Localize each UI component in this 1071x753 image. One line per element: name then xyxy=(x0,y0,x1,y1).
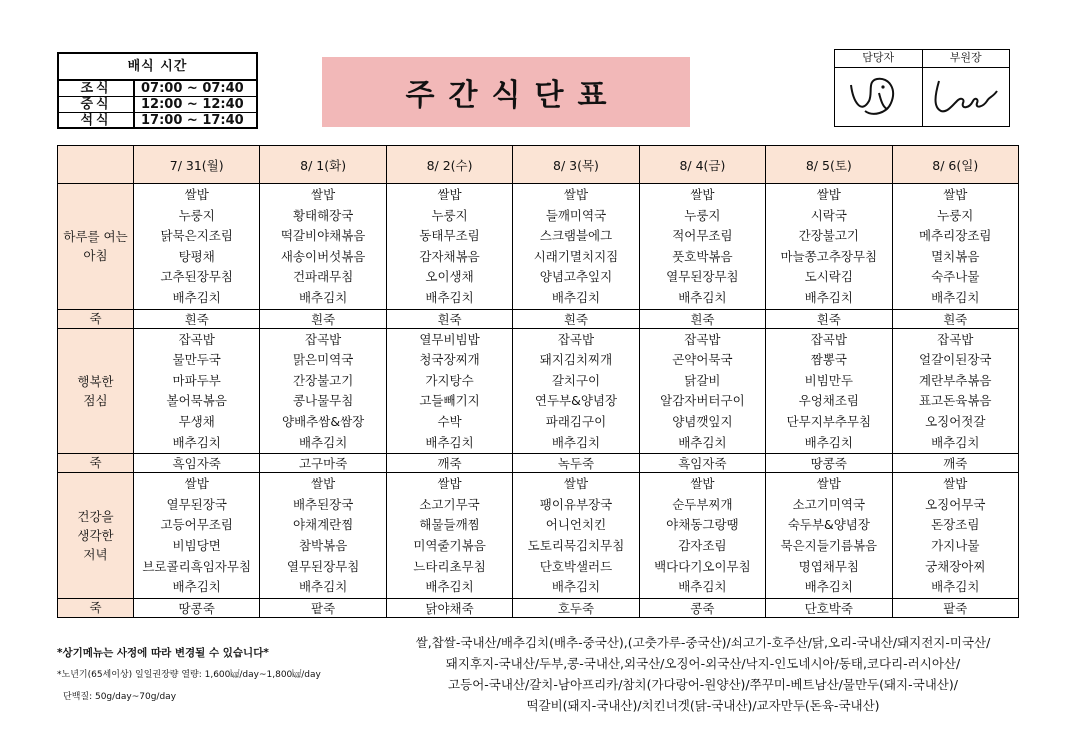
menu-item: 순두부찌개 xyxy=(672,496,733,512)
breakfast-menu-cell xyxy=(386,184,512,310)
juk-label: 죽 xyxy=(58,598,134,617)
meal-time-box xyxy=(57,52,258,129)
menu-item: 간장불고기 xyxy=(798,228,860,244)
dinner-menu-cell xyxy=(513,473,639,599)
menu-item: 누룽지 xyxy=(178,207,215,223)
menu-item: 콩나물무침 xyxy=(292,393,354,409)
menu-item: 숙두부&양념장 xyxy=(787,517,870,533)
juk-cell: 녹두죽 xyxy=(513,454,639,473)
menu-item: 고추된장무침 xyxy=(160,269,233,285)
meal-time-value: 07:00 ~ 07:40 xyxy=(141,81,244,96)
day-header: 8/ 4(금) xyxy=(639,146,765,184)
menu-item: 가지나물 xyxy=(931,537,980,553)
change-notice: *상기메뉴는 사정에 따라 변경될 수 있습니다* xyxy=(57,647,269,659)
header-corner xyxy=(58,146,134,184)
lunch-menu-cell xyxy=(766,328,892,454)
menu-item: 멸치볶음 xyxy=(931,248,980,264)
meal-time-value: 12:00 ~ 12:40 xyxy=(141,97,244,112)
menu-item: 배추김치 xyxy=(298,289,348,305)
menu-item: 건파래무침 xyxy=(292,269,354,285)
breakfast-menu-cell xyxy=(639,184,765,310)
lunch-row xyxy=(58,328,1019,454)
lunch-menu-cell xyxy=(639,328,765,454)
juk-cell: 흰죽 xyxy=(386,309,512,328)
menu-item: 표고돈육볶음 xyxy=(919,393,992,409)
menu-item: 풋호박볶음 xyxy=(672,248,733,264)
origin-info xyxy=(378,632,1028,716)
menu-item: 비빔만두 xyxy=(804,372,853,388)
menu-item: 오징어젓갈 xyxy=(925,413,986,429)
menu-item: 누룽지 xyxy=(684,207,721,223)
menu-item: 잡곡밥 xyxy=(937,331,974,347)
menu-item: 동태무조림 xyxy=(419,228,480,244)
origin-line: 고등어-국내산/갈치-남아프리카/참치(가다랑어-원양산)/쭈꾸미-베트남산/물만두(돼지-국내산)/ xyxy=(448,677,958,692)
menu-item: 배추김치 xyxy=(804,289,853,305)
menu-item: 닭묵은지조림 xyxy=(160,228,233,244)
menu-item: 잡곡밥 xyxy=(684,331,721,347)
menu-item: 쌀밥 xyxy=(816,476,841,492)
menu-item: 메추리장조림 xyxy=(919,228,992,244)
menu-item: 탕평채 xyxy=(178,248,215,264)
menu-item: 배추김치 xyxy=(172,434,221,450)
juk-label: 죽 xyxy=(58,309,134,328)
menu-item: 무생채 xyxy=(178,413,215,429)
dinner-row xyxy=(58,473,1019,599)
menu-item: 배추김치 xyxy=(551,579,601,595)
menu-item: 마늘쫑고추장무침 xyxy=(780,248,878,264)
juk-cell: 단호박죽 xyxy=(766,598,892,617)
menu-item: 배추김치 xyxy=(804,579,853,595)
menu-item: 배추김치 xyxy=(172,289,221,305)
dinner-menu-cell xyxy=(766,473,892,599)
menu-item: 수박 xyxy=(437,413,462,429)
menu-item: 숙주나물 xyxy=(931,269,980,285)
menu-item: 얼갈이된장국 xyxy=(919,352,992,368)
menu-item: 스크램블에그 xyxy=(539,228,613,244)
dinner-menu-cell xyxy=(134,473,260,599)
menu-item: 쌀밥 xyxy=(943,187,968,202)
menu-item: 배추김치 xyxy=(425,289,474,305)
menu-item: 소고기미역국 xyxy=(792,496,866,512)
juk-cell: 호두죽 xyxy=(513,598,639,617)
meal-time-title: 배식 시간 xyxy=(59,54,256,81)
approval-col-manager xyxy=(835,50,922,126)
menu-item: 쌀밥 xyxy=(311,476,336,492)
menu-item: 배추김치 xyxy=(551,434,601,450)
juk-cell: 흰죽 xyxy=(639,309,765,328)
day-header: 7/ 31(월) xyxy=(134,146,260,184)
menu-item: 마파두부 xyxy=(172,372,221,388)
meal-time-value: 17:00 ~ 17:40 xyxy=(141,113,244,128)
menu-item: 황태해장국 xyxy=(292,207,354,223)
juk-cell: 흑임자죽 xyxy=(639,454,765,473)
menu-item: 어니언치킨 xyxy=(545,517,607,533)
menu-item: 배추된장국 xyxy=(292,496,354,512)
approval-head-vice-director: 부원장 xyxy=(923,50,1010,68)
approval-head-manager: 담당자 xyxy=(835,50,922,68)
approval-col-vice-director xyxy=(922,50,1010,126)
menu-item: 시락국 xyxy=(810,207,847,223)
menu-item: 배추김치 xyxy=(298,579,348,595)
menu-item: 쌀밥 xyxy=(563,187,589,202)
menu-item: 단호박샐러드 xyxy=(539,558,613,574)
origin-line: 떡갈비(돼지-국내산)/치킨너겟(닭-국내산)/교자만두(돈육-국내산) xyxy=(526,698,880,713)
day-header: 8/ 2(수) xyxy=(386,146,512,184)
menu-item: 배추김치 xyxy=(678,289,727,305)
protein-note: 단백질: 50g/day~70g/day xyxy=(63,692,177,702)
menu-item: 열무된장국 xyxy=(166,496,227,512)
origin-line: 돼지후지-국내산/두부,콩-국내산,외국산/오징어-외국산/낙지-인도네시아/동태,코다리-러시아산/ xyxy=(445,656,961,671)
menu-item: 양념고추잎지 xyxy=(539,269,613,285)
menu-item: 쌀밥 xyxy=(184,187,209,202)
menu-item: 떡갈비야채볶음 xyxy=(280,228,366,244)
page-title: 주간식단표 xyxy=(405,78,621,113)
juk-cell: 흰죽 xyxy=(892,309,1018,328)
menu-item: 파래김구이 xyxy=(545,413,607,429)
breakfast-menu-cell xyxy=(260,184,386,310)
menu-item: 배추김치 xyxy=(678,579,727,595)
menu-item: 쌀밥 xyxy=(816,187,841,202)
dinner-label: 건강을 생각한 저녁 xyxy=(58,473,134,599)
menu-item: 쌀밥 xyxy=(563,476,589,492)
menu-item: 고등어무조림 xyxy=(160,517,233,533)
day-header: 8/ 3(목) xyxy=(513,146,639,184)
signature-vice-director-icon xyxy=(923,68,1010,126)
menu-item: 적어무조림 xyxy=(672,228,733,244)
breakfast-menu-cell xyxy=(766,184,892,310)
meal-time-row xyxy=(59,97,256,113)
breakfast-menu-cell xyxy=(513,184,639,310)
lunch-juk-row xyxy=(58,454,1019,473)
approval-box xyxy=(834,49,1010,127)
origin-line: 쌀,찹쌀-국내산/배추김치(배추-중국산),(고춧가루-중국산)/쇠고기-호주산/닭,오리-국내산/돼지전지-미국산/ xyxy=(415,635,991,650)
breakfast-label: 하루를 여는 아침 xyxy=(58,184,134,310)
menu-item: 배추김치 xyxy=(931,289,980,305)
weekly-menu-table xyxy=(57,145,1019,618)
juk-cell: 땅콩죽 xyxy=(134,598,260,617)
breakfast-juk-row xyxy=(58,309,1019,328)
menu-item: 야채동그랑땡 xyxy=(666,517,739,533)
meal-time-row xyxy=(59,113,256,129)
juk-cell: 흑임자죽 xyxy=(134,454,260,473)
menu-item: 도토리묵김치무침 xyxy=(527,537,625,553)
page-title-banner xyxy=(322,57,690,127)
menu-item: 소고기무국 xyxy=(419,496,480,512)
days-header-row xyxy=(58,146,1019,184)
menu-item: 알감자버터구이 xyxy=(660,393,745,409)
menu-item: 백다다기오이무침 xyxy=(654,558,751,574)
menu-item: 짬뽕국 xyxy=(810,352,847,368)
menu-item: 야채계란찜 xyxy=(292,517,354,533)
menu-item: 배추김치 xyxy=(931,434,980,450)
menu-item: 열무된장무침 xyxy=(286,558,360,574)
menu-item: 열무된장무침 xyxy=(666,269,739,285)
menu-item: 돈장조림 xyxy=(931,517,980,533)
menu-item: 맑은미역국 xyxy=(292,352,354,368)
juk-label: 죽 xyxy=(58,454,134,473)
menu-item: 브로콜리흑임자무침 xyxy=(142,558,252,574)
menu-item: 갈치구이 xyxy=(551,372,601,388)
menu-item: 도시락김 xyxy=(804,269,853,285)
menu-item: 물만두국 xyxy=(172,352,221,368)
menu-item: 해물들깨찜 xyxy=(419,517,480,533)
meal-time-row xyxy=(59,81,256,97)
dinner-menu-cell xyxy=(386,473,512,599)
breakfast-menu-cell xyxy=(134,184,260,310)
juk-cell: 흰죽 xyxy=(134,309,260,328)
menu-item: 쌀밥 xyxy=(437,187,462,202)
juk-cell: 흰죽 xyxy=(260,309,386,328)
day-header: 8/ 6(일) xyxy=(892,146,1018,184)
juk-cell: 흰죽 xyxy=(513,309,639,328)
juk-cell: 팥죽 xyxy=(892,598,1018,617)
menu-item: 배추김치 xyxy=(931,579,980,595)
dinner-juk-row xyxy=(58,598,1019,617)
menu-item: 배추김치 xyxy=(172,579,221,595)
lunch-label: 행복한 점심 xyxy=(58,328,134,454)
menu-item: 배추김치 xyxy=(804,434,853,450)
menu-item: 배추김치 xyxy=(298,434,348,450)
menu-item: 누룽지 xyxy=(431,207,468,223)
menu-item: 잡곡밥 xyxy=(810,331,847,347)
juk-cell: 깨죽 xyxy=(892,454,1018,473)
menu-item: 오이생채 xyxy=(425,269,474,285)
dinner-menu-cell xyxy=(260,473,386,599)
meal-time-label: 석식 xyxy=(59,113,135,129)
menu-item: 배추김치 xyxy=(678,434,727,450)
menu-item: 쌀밥 xyxy=(690,476,715,492)
menu-item: 명엽채무침 xyxy=(798,558,860,574)
menu-item: 배추김치 xyxy=(425,579,474,595)
menu-item: 배추김치 xyxy=(551,289,601,305)
menu-item: 볼어묵볶음 xyxy=(166,393,227,409)
lunch-menu-cell xyxy=(513,328,639,454)
menu-item: 우엉채조림 xyxy=(798,393,860,409)
menu-item: 누룽지 xyxy=(937,207,974,223)
menu-item: 쌀밥 xyxy=(184,476,209,492)
menu-item: 곤약어묵국 xyxy=(672,352,733,368)
menu-item: 궁채장아찌 xyxy=(925,558,986,574)
menu-item: 쌀밥 xyxy=(690,187,715,202)
menu-item: 새송이버섯볶음 xyxy=(280,248,366,264)
menu-item: 팽이유부장국 xyxy=(539,496,613,512)
menu-item: 느타리초무침 xyxy=(413,558,486,574)
dinner-menu-cell xyxy=(892,473,1018,599)
juk-cell: 땅콩죽 xyxy=(766,454,892,473)
menu-item: 쌀밥 xyxy=(437,476,462,492)
menu-item: 감자채볶음 xyxy=(419,248,480,264)
elderly-calorie-note: *노년기(65세이상) 일일권장량 열량: 1,600㎉/day~1,800㎉/day xyxy=(57,670,321,680)
menu-item: 들깨미역국 xyxy=(545,207,607,223)
menu-item: 청국장찌개 xyxy=(419,352,480,368)
menu-item: 양배추쌈&쌈장 xyxy=(282,413,365,429)
menu-item: 참박볶음 xyxy=(298,537,348,553)
menu-item: 쌀밥 xyxy=(943,476,968,492)
dinner-menu-cell xyxy=(639,473,765,599)
menu-item: 쌀밥 xyxy=(311,187,336,202)
lunch-menu-cell xyxy=(260,328,386,454)
menu-item: 가지탕수 xyxy=(425,372,474,388)
menu-item: 고들빼기지 xyxy=(419,393,480,409)
menu-item: 단무지부추무침 xyxy=(786,413,872,429)
menu-item: 잡곡밥 xyxy=(557,331,595,347)
juk-cell: 흰죽 xyxy=(766,309,892,328)
juk-cell: 닭야채죽 xyxy=(386,598,512,617)
juk-cell: 콩죽 xyxy=(639,598,765,617)
menu-item: 시래기멸치지짐 xyxy=(533,248,619,264)
menu-item: 양념깻잎지 xyxy=(672,413,733,429)
lunch-menu-cell xyxy=(134,328,260,454)
menu-item: 간장불고기 xyxy=(292,372,354,388)
juk-cell: 팥죽 xyxy=(260,598,386,617)
menu-item: 배추김치 xyxy=(425,434,474,450)
juk-cell: 깨죽 xyxy=(386,454,512,473)
signature-manager-icon xyxy=(835,68,922,126)
menu-item: 비빔당면 xyxy=(172,537,221,553)
menu-item: 계란부추볶음 xyxy=(919,372,992,388)
breakfast-menu-cell xyxy=(892,184,1018,310)
menu-item: 연두부&양념장 xyxy=(534,393,618,409)
menu-item: 감자조림 xyxy=(678,537,727,553)
menu-item: 잡곡밥 xyxy=(305,331,342,347)
menu-item: 열무비빔밥 xyxy=(419,331,480,347)
day-header: 8/ 5(토) xyxy=(766,146,892,184)
menu-item: 잡곡밥 xyxy=(178,331,215,347)
menu-item: 닭갈비 xyxy=(684,372,721,388)
lunch-menu-cell xyxy=(892,328,1018,454)
juk-cell: 고구마죽 xyxy=(260,454,386,473)
menu-item: 묵은지들기름볶음 xyxy=(780,537,878,553)
menu-item: 미역줄기볶음 xyxy=(413,537,486,553)
lunch-menu-cell xyxy=(386,328,512,454)
menu-item: 오징어무국 xyxy=(925,496,986,512)
day-header: 8/ 1(화) xyxy=(260,146,386,184)
menu-item: 돼지김치찌개 xyxy=(539,352,613,368)
breakfast-row xyxy=(58,184,1019,310)
meal-time-label: 중식 xyxy=(59,97,135,112)
meal-time-label: 조식 xyxy=(59,81,135,96)
